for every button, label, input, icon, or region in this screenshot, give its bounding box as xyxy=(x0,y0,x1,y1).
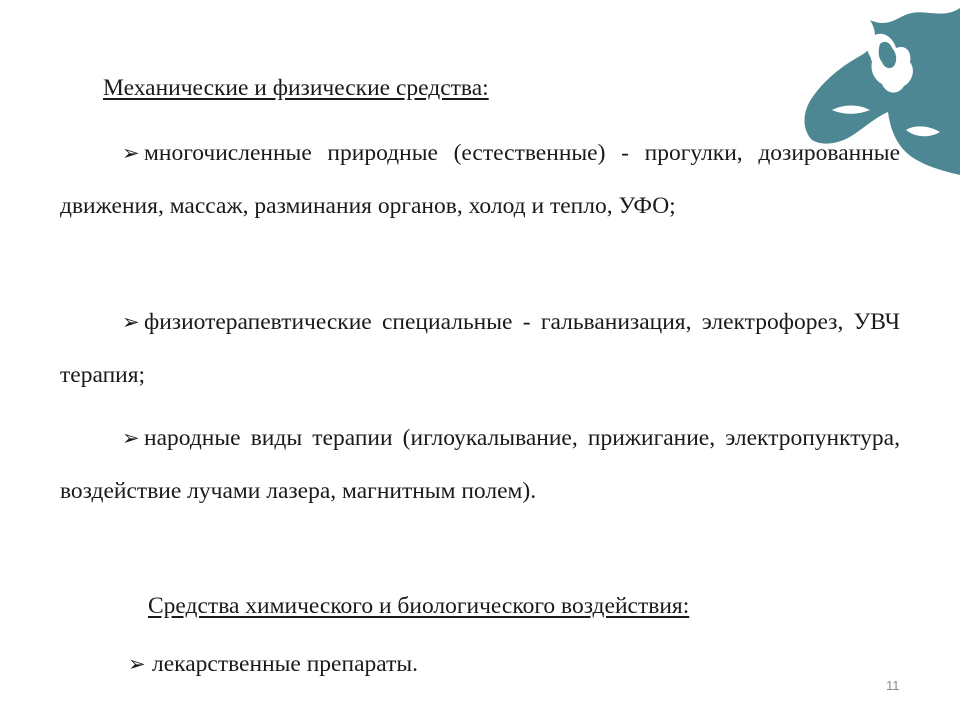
list-item xyxy=(60,127,900,233)
page-number: 11 xyxy=(886,678,900,693)
arrow-bullet-icon: ➢ xyxy=(122,310,140,334)
list-item-text: лекарственные препараты. xyxy=(152,651,419,677)
list-item-text: народные виды терапии (иглоукалывание, прижигание, электропунктура, воздействие лучами лазера, магнитным полем). xyxy=(60,425,900,504)
list-item xyxy=(60,412,900,518)
list-item-text: физиотерапевтические специальные - гальванизация, электрофорез, УВЧ терапия; xyxy=(60,309,900,388)
list-item xyxy=(128,644,418,684)
list-item-text: многочисленные природные (естественные) - прогулки, дозированные движения, массаж, разминания органов, холод и тепло, УФО; xyxy=(60,140,900,219)
section-heading-mechanical-physical: Механические и физические средства: xyxy=(103,75,489,101)
arrow-bullet-icon: ➢ xyxy=(122,141,140,165)
section-heading-chemical-biological: Средства химического и биологического воздействия: xyxy=(148,593,690,619)
arrow-bullet-icon: ➢ xyxy=(128,652,146,676)
arrow-bullet-icon: ➢ xyxy=(122,426,140,450)
list-item xyxy=(60,296,900,402)
